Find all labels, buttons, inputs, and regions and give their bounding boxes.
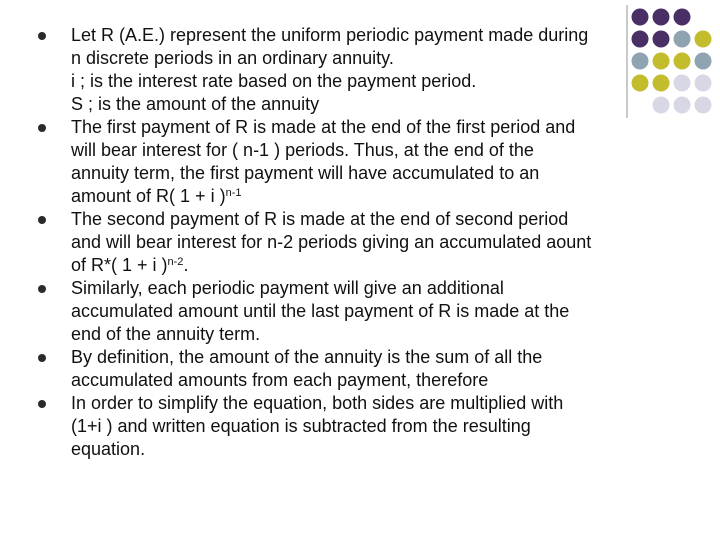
decorative-dot <box>695 53 712 70</box>
bullet-item-second-payment <box>38 208 688 277</box>
formula-base: of R*( 1 + i ) <box>71 255 168 275</box>
bullet-item-definition-sum <box>38 346 688 392</box>
formula-exponent: n-2 <box>167 256 184 268</box>
text-line: accumulated amounts from each payment, therefore <box>71 370 489 390</box>
text-line: and will bear interest for n-2 periods giving an accumulated aount <box>71 232 592 252</box>
bullet-item-similarly <box>38 277 688 346</box>
text-line: Similarly, each periodic payment will give an additional <box>71 278 504 298</box>
text-line: The first payment of R is made at the end of the first period and <box>71 117 576 137</box>
text-line: i ; is the interest rate based on the payment period. <box>71 71 477 91</box>
text-line: (1+i ) and written equation is subtracted from the resulting <box>71 416 531 436</box>
text-line: accumulated amount until the last payment of R is made at the <box>71 301 570 321</box>
text-line: Let R (A.E.) represent the uniform periodic payment made during <box>71 25 589 45</box>
decorative-dot <box>695 97 712 114</box>
text-line: will bear interest for ( n-1 ) periods. Thus, at the end of the <box>71 140 534 160</box>
text-line: equation. <box>71 439 146 459</box>
bullet-marker <box>38 400 46 408</box>
decorative-dot <box>632 9 649 26</box>
decorative-dot <box>653 9 670 26</box>
text-line: The second payment of R is made at the end of second period <box>71 209 569 229</box>
formula-base: amount of R( 1 + i ) <box>71 186 226 206</box>
bullet-item-first-payment <box>38 116 688 208</box>
formula-line <box>71 185 688 208</box>
formula-line <box>71 254 688 277</box>
bullet-list <box>38 24 688 461</box>
decorative-dot <box>674 9 691 26</box>
text-line: By definition, the amount of the annuity is the sum of all the <box>71 347 543 367</box>
text-line: n discrete periods in an ordinary annuity. <box>71 48 394 68</box>
bullet-marker <box>38 285 46 293</box>
bullet-marker <box>38 32 46 40</box>
decorative-dot <box>695 31 712 48</box>
formula-suffix: . <box>183 255 189 275</box>
bullet-item-simplify <box>38 392 688 461</box>
decorative-dot <box>695 75 712 92</box>
bullet-marker <box>38 354 46 362</box>
formula-exponent: n-1 <box>225 187 242 199</box>
bullet-marker <box>38 124 46 132</box>
text-line: In order to simplify the equation, both sides are multiplied with <box>71 393 564 413</box>
text-line: S ; is the amount of the annuity <box>71 94 320 114</box>
bullet-item-definitions <box>38 24 688 116</box>
bullet-marker <box>38 216 46 224</box>
text-line: annuity term, the first payment will have accumulated to an <box>71 163 540 183</box>
text-line: end of the annuity term. <box>71 324 261 344</box>
